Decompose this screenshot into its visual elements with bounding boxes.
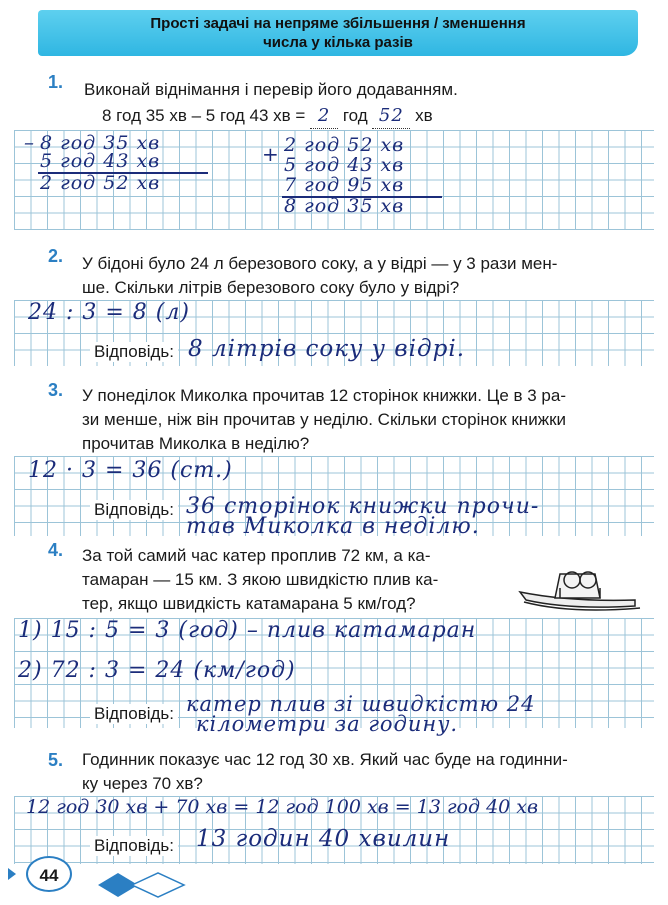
subtraction-line2: 5 год 43 хв	[40, 150, 161, 172]
task-number: 2.	[48, 246, 64, 266]
task-number: 5.	[48, 750, 64, 770]
addition-result: 8 год 35 хв	[284, 195, 405, 217]
topic-title-line1: Прості задачі на непряме збільшення / зменшення	[150, 15, 526, 32]
task-text: За той самий час катер проплив 72 км, а ка-	[82, 546, 431, 565]
solution: 12 · 3 = 36 (ст.)	[28, 458, 233, 483]
task-expression: 8 год 35 хв – 5 год 43 хв = 2 год 52 хв	[102, 104, 433, 129]
task-text: ку через 70 хв?	[82, 774, 203, 793]
addition-line1: 2 год 52 хв	[284, 134, 405, 156]
task-text: Виконай віднімання і перевір його додаванням.	[84, 80, 458, 99]
addition-line2: 5 год 43 хв	[284, 154, 405, 176]
diamond-decoration-icon	[96, 870, 186, 900]
answer-label: Відповідь:	[90, 836, 178, 856]
task-text: У понеділок Миколка прочитав 12 сторінок книжки. Це в 3 ра-	[82, 386, 566, 405]
answer-label: Відповідь:	[90, 704, 178, 724]
answer-label: Відповідь:	[90, 500, 178, 520]
answer-label: Відповідь:	[90, 342, 178, 362]
solution: 24 : 3 = 8 (л)	[28, 300, 190, 325]
answer-line1: 36 сторінок книжки прочи-	[186, 494, 540, 519]
subtraction-line1: 8 год 35 хв	[40, 132, 161, 154]
solution: 12 год 30 хв + 70 хв = 12 год 100 хв = 13 год 40 хв	[26, 796, 539, 818]
task-text: тамаран — 15 км. З якою швидкістю плив ка-	[82, 570, 439, 589]
page-number: 44	[26, 856, 72, 892]
catamaran-icon	[520, 572, 640, 610]
task-number: 3.	[48, 380, 64, 400]
minutes-blank[interactable]: 52	[372, 104, 410, 129]
hours-blank[interactable]: 2	[310, 104, 338, 129]
task-text: прочитав Миколка в неділю?	[82, 434, 310, 453]
answer: 13 годин 40 хвилин	[196, 826, 451, 852]
task-text: Годинник показує час 12 год 30 хв. Який час буде на годинни-	[82, 750, 568, 769]
addition-line3: 7 год 95 хв	[284, 174, 405, 196]
task-text: У бідоні було 24 л березового соку, а у відрі — у 3 рази мен-	[82, 254, 558, 273]
answer: 8 літрів соку у відрі.	[188, 336, 466, 362]
answer-line2: тав Миколка в неділю.	[186, 514, 480, 539]
task-text: зи менше, ніж він прочитав у неділю. Скільки сторінок книжки	[82, 410, 567, 429]
task-number: 4.	[48, 540, 64, 560]
solution-step2: 2) 72 : 3 = 24 (км/год)	[18, 658, 296, 683]
page-marker-icon	[8, 868, 16, 880]
solution-step1: 1) 15 : 5 = 3 (год) – плив катамаран	[18, 618, 477, 643]
topic-banner	[38, 10, 638, 56]
subtraction-result: 2 год 52 хв	[40, 172, 161, 194]
topic-title-line2: числа у кілька разів	[263, 34, 413, 51]
answer-line2: кілометри за годину.	[196, 712, 459, 736]
answer-line1: катер плив зі швидкістю 24	[186, 692, 536, 716]
task-text: ше. Скільки літрів березового соку було у відрі?	[82, 278, 460, 297]
task-number: 1.	[48, 72, 64, 92]
task-text: тер, якщо швидкість катамарана 5 км/год?	[82, 594, 416, 613]
